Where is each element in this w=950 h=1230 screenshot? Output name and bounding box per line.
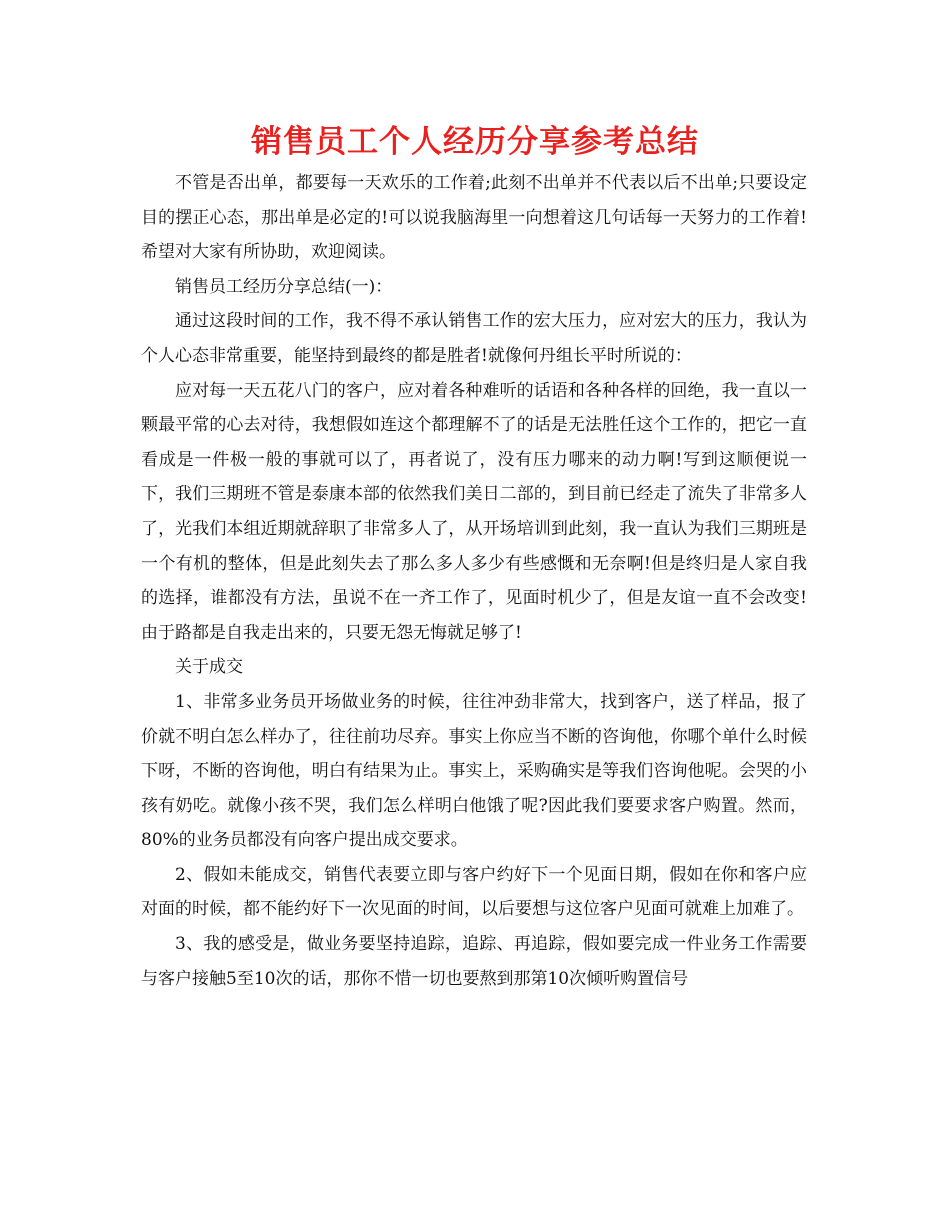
document-title: 销售员工个人经历分享参考总结 bbox=[251, 124, 699, 160]
paragraph-point-2: 2、假如未能成交，销售代表要立即与客户约好下一个见面日期，假如在你和客户应对面的时候，都不能约好下一次见面的时间，以后要想与这位客户见面可就难上加难了。 bbox=[141, 864, 807, 920]
paragraph-closing-heading: 关于成交 bbox=[175, 657, 243, 678]
paragraph-section-heading: 销售员工经历分享总结(一)： bbox=[175, 276, 393, 297]
paragraph-pressure: 通过这段时间的工作，我不得不承认销售工作的宏大压力，应对宏大的压力，我认为个人心态非常重要，能坚持到最终的都是胜者!就像何丹组长平时所说的： bbox=[141, 311, 807, 366]
paragraph-point-1: 1、非常多业务员开场做业务的时候，往往冲劲非常大，找到客户，送了样品，报了价就不明白怎么样办了，往往前功尽弃。事实上你应当不断的咨询他，你哪个单什么时候下呀，不断的咨询他，明白有结果为止。事实上，采购确实是等我们咨询他呢。会哭的小孩有奶吃。就像小孩不哭，我们怎么样明白他饿了呢?因此我们要要求客户购置。然而，80%的业务员都没有向客户提出成交要求。 bbox=[141, 691, 807, 851]
paragraph-intro: 不管是否出单，都要每一天欢乐的工作着;此刻不出单并不代表以后不出单;只要设定目的摆正心态，那出单是必定的!可以说我脑海里一向想着这几句话每一天努力的工作着!希望对大家有所协助，欢迎阅读。 bbox=[141, 173, 807, 263]
paragraph-point-3: 3、我的感受是，做业务要坚持追踪，追踪、再追踪，假如要完成一件业务工作需要与客户接触5至10次的话，那你不惜一切也要熬到那第10次倾听购置信号 bbox=[141, 934, 807, 989]
paragraph-customers: 应对每一天五花八门的客户，应对着各种难听的话语和各种各样的回绝，我一直以一颗最平常的心去对待，我想假如连这个都理解不了的话是无法胜任这个工作的，把它一直看成是一件极一般的事就可以了，再者说了，没有压力哪来的动力啊!写到这顺便说一下，我们三期班不管是泰康本部的依然我们美日二部的，到目前已经走了流失了非常多人了，光我们本组近期就辞职了非常多人了，从开场培训到此刻，我一直认为我们三期班是一个有机的整体，但是此刻失去了那么多人多少有些感慨和无奈啊!但是终归是人家自我的选择，谁都没有方法，虽说不在一齐工作了，见面时机少了，但是友谊一直不会改变!由于路都是自我走出来的，只要无怨无悔就足够了! bbox=[141, 380, 807, 643]
document-body bbox=[141, 166, 807, 996]
